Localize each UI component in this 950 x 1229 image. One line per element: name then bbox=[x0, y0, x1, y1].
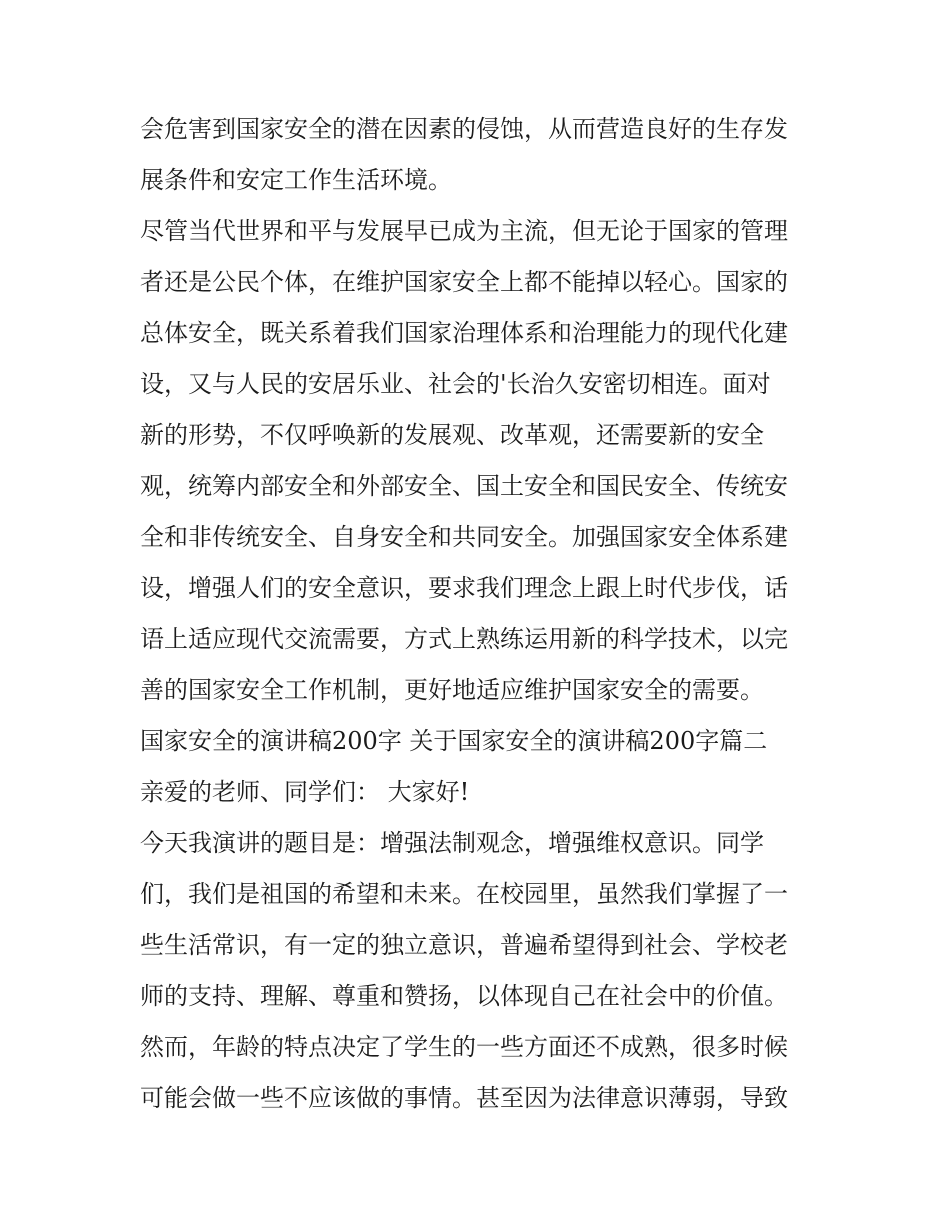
document-page bbox=[140, 104, 816, 1124]
text-line-9: 全和非传统安全、自身安全和共同安全。加强国家安全体系建 bbox=[140, 523, 788, 551]
text-line-3: 尽管当代世界和平与发展早已成为主流，但无论于国家的管理 bbox=[140, 217, 788, 245]
text-line-11: 语上适应现代交流需要，方式上熟练运用新的科学技术，以完 bbox=[140, 625, 788, 653]
text-line-18: 师的支持、理解、尊重和赞扬，以体现自己在社会中的价值。 bbox=[140, 982, 788, 1010]
text-line-15: 今天我演讲的题目是：增强法制观念，增强维权意识。同学 bbox=[140, 829, 764, 857]
text-line-19: 然而，年龄的特点决定了学生的一些方面还不成熟，很多时候 bbox=[140, 1033, 788, 1061]
text-line-17: 些生活常识，有一定的独立意识，普遍希望得到社会、学校老 bbox=[140, 931, 788, 959]
text-line-6: 设，又与人民的安居乐业、社会的'长治久安密切相连。面对 bbox=[140, 370, 771, 398]
text-line-1: 会危害到国家安全的潜在因素的侵蚀，从而营造良好的生存发 bbox=[140, 115, 788, 143]
text-line-20: 可能会做一些不应该做的事情。甚至因为法律意识薄弱，导致 bbox=[140, 1084, 788, 1112]
text-line-7: 新的形势，不仅呼唤新的发展观、改革观，还需要新的安全 bbox=[140, 421, 764, 449]
text-line-16: 们，我们是祖国的希望和未来。在校园里，虽然我们掌握了一 bbox=[140, 880, 788, 908]
text-line-10: 设，增强人们的安全意识，要求我们理念上跟上时代步伐，话 bbox=[140, 574, 788, 602]
text-line-5: 总体安全，既关系着我们国家治理体系和治理能力的现代化建 bbox=[140, 319, 788, 347]
text-line-8: 观，统筹内部安全和外部安全、国土安全和国民安全、传统安 bbox=[140, 472, 788, 500]
text-line-2: 展条件和安定工作生活环境。 bbox=[140, 166, 452, 194]
text-line-12: 善的国家安全工作机制，更好地适应维护国家安全的需要。 bbox=[140, 676, 764, 704]
salutation: 亲爱的老师、同学们： 大家好! bbox=[140, 778, 470, 806]
section-title: 国家安全的演讲稿200字 关于国家安全的演讲稿200字篇二 bbox=[140, 727, 768, 755]
text-line-4: 者还是公民个体，在维护国家安全上都不能掉以轻心。国家的 bbox=[140, 268, 788, 296]
